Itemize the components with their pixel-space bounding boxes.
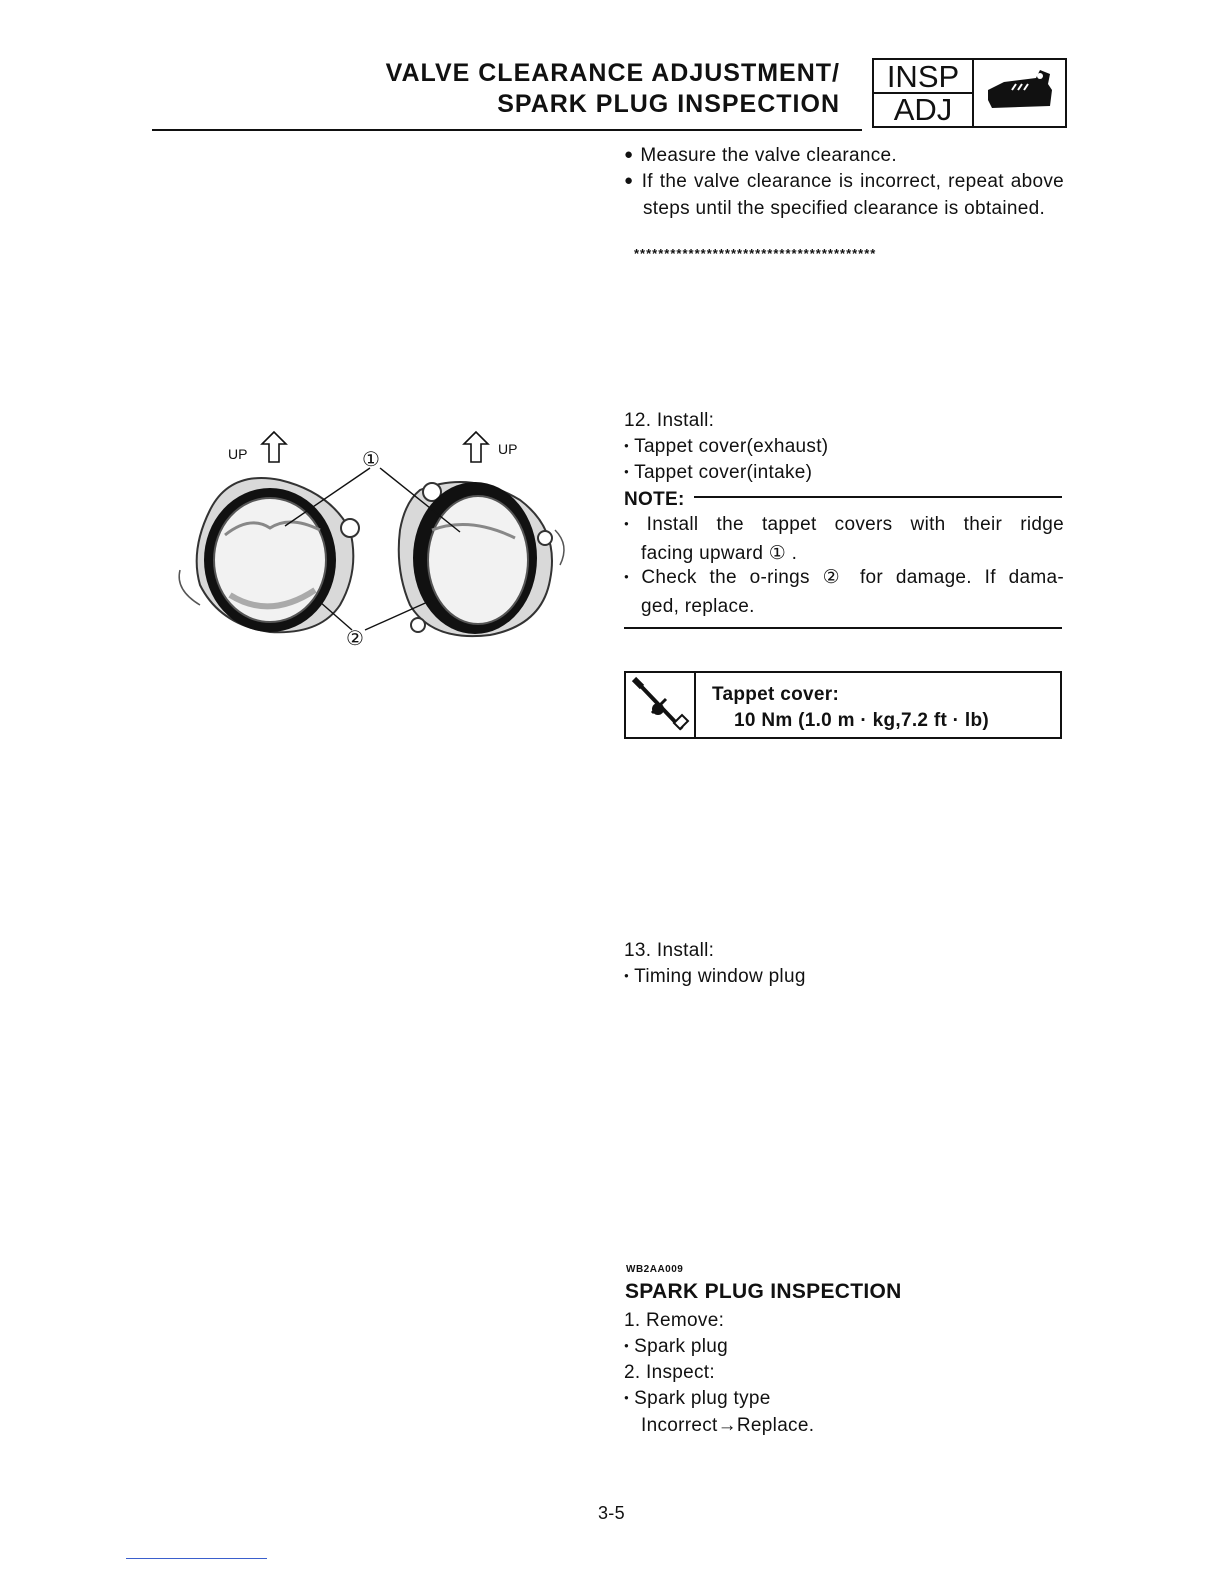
tappet-cover-intake-illustration (399, 482, 564, 636)
up-label-right: UP (498, 441, 518, 457)
note-item-2-line1: Check the o-rings ② for damage. If dama- (641, 567, 1064, 588)
note-item-1 (624, 512, 1064, 567)
note-item-2 (624, 565, 1064, 620)
bullet-icon (624, 1388, 634, 1409)
note-label: NOTE: (624, 489, 685, 510)
note-item-2-line2: ged, replace. (641, 596, 755, 617)
end-of-procedure-marker: **************************************** (634, 246, 877, 261)
step13-heading: 13. Install: (624, 940, 715, 961)
page-number: 3-5 (598, 1503, 625, 1523)
up-label-left: UP (228, 446, 248, 462)
valve-bullet-2 (624, 169, 1064, 222)
step12-item-1 (624, 434, 828, 463)
step12-item-1-text: Tappet cover(exhaust) (634, 436, 829, 457)
bullet-icon (624, 145, 640, 166)
torque-label: Tappet cover: (712, 684, 840, 705)
bullet-icon (624, 171, 642, 192)
bullet-icon (624, 1336, 634, 1357)
valve-bullet-1 (624, 143, 1064, 170)
section-title-line2: SPARK PLUG INSPECTION (497, 90, 840, 118)
step12-item-2 (624, 460, 812, 489)
valve-bullet-2-text: If the valve clearance is incorrect, repeat above steps until the specified clearance is obtained. (641, 171, 1064, 219)
note-rule-bottom (624, 627, 1062, 629)
section-title-line1: VALVE CLEARANCE ADJUSTMENT/ (385, 59, 840, 87)
bullet-icon (624, 966, 634, 987)
bullet-icon (624, 567, 641, 588)
step12-heading: 12. Install: (624, 410, 715, 431)
step13-item-1 (624, 964, 806, 993)
spark-plug-heading: SPARK PLUG INSPECTION (625, 1280, 902, 1303)
badge-insp-label: INSP (874, 60, 974, 94)
up-arrow-right-icon (464, 432, 488, 462)
spark-step2: 2. Inspect: (624, 1362, 715, 1383)
torque-wrench-icon (626, 673, 696, 737)
note-item-1-line1: Install the tappet covers with their ridge (646, 514, 1064, 535)
up-arrow-left-icon (262, 432, 286, 462)
spark-step1-item-text: Spark plug (634, 1336, 728, 1357)
note-item-1-line2: facing upward ① . (641, 543, 798, 564)
valve-bullet-1-text: Measure the valve clearance. (640, 145, 897, 166)
torque-spec-box (624, 671, 1062, 739)
spark-step2-result: Incorrect→Replace. (641, 1415, 815, 1436)
callout-1: ① (362, 449, 380, 471)
bullet-icon (624, 514, 647, 535)
bottom-edge-line (126, 1558, 267, 1559)
tappet-cover-figure (170, 420, 580, 660)
badge-adj-label: ADJ (874, 94, 974, 126)
step12-item-2-text: Tappet cover(intake) (634, 462, 813, 483)
insp-adj-badge (872, 58, 1067, 128)
spark-step1-item (624, 1334, 728, 1363)
note-rule-top (694, 496, 1062, 498)
callout-2: ② (346, 628, 364, 650)
spark-step2-item-text: Spark plug type (634, 1388, 771, 1409)
bullet-icon (624, 436, 634, 457)
spark-step2-item (624, 1386, 771, 1415)
wrench-hand-icon (974, 60, 1065, 126)
torque-value: 10 Nm (1.0 m · kg,7.2 ft · lb) (734, 710, 989, 731)
spark-step1: 1. Remove: (624, 1310, 725, 1331)
section-code: WB2AA009 (626, 1264, 684, 1275)
header-rule (152, 129, 862, 131)
bullet-icon (624, 462, 634, 483)
step13-item-1-text: Timing window plug (634, 966, 806, 987)
tappet-cover-exhaust-illustration (179, 478, 359, 632)
